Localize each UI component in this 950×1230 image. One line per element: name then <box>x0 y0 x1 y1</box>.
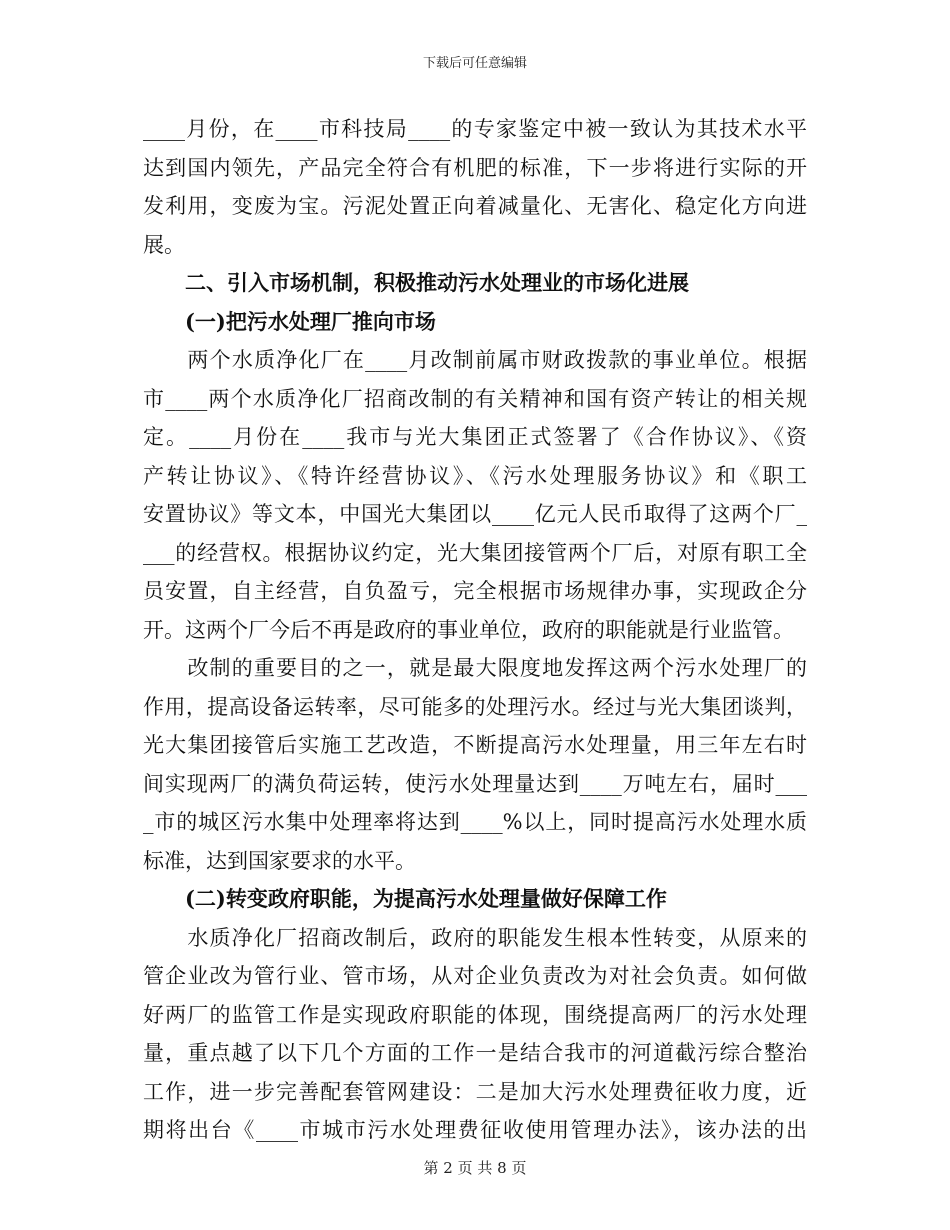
text-line: 定。____月份在____我市与光大集团正式签署了《合作协议》、《资 <box>143 425 807 449</box>
text-line: 两个水质净化厂在____月改制前属市财政拨款的事业单位。根据 <box>143 348 807 372</box>
text-line: 达到国内领先，产品完全符合有机肥的标准，下一步将进行实际的开 <box>143 155 807 180</box>
text-line: 量，重点越了以下几个方面的工作一是结合我市的河道截污综合整治 <box>143 1041 807 1065</box>
text-line: _市的城区污水集中处理率将达到____%以上，同时提高污水处理水质 <box>143 810 807 834</box>
text-line: 改制的重要目的之一，就是最大限度地发挥这两个污水处理厂的 <box>143 656 807 680</box>
text-line: ___的经营权。根据协议约定，光大集团接管两个厂后，对原有职工全 <box>143 540 807 565</box>
text-line: 间实现两厂的满负荷运转，使污水处理量达到____万吨左右，届时___ <box>143 771 807 796</box>
text-line: 展。 <box>143 232 185 257</box>
text-line: 开。这两个厂今后不再是政府的事业单位，政府的职能就是行业监管。 <box>143 617 794 642</box>
text-line: 作用，提高设备运转率，尽可能多的处理污水。经过与光大集团谈判， <box>143 694 807 719</box>
text-line: 标准，达到国家要求的水平。 <box>143 848 416 873</box>
page-header-note: 下载后可任意编辑 <box>422 56 527 71</box>
subsection-heading: (一)把污水处理厂推向市场 <box>143 308 436 334</box>
text-line: 水质净化厂招商改制后，政府的职能发生根本性转变，从原来的 <box>143 925 807 950</box>
text-line: 市____两个水质净化厂招商改制的有关精神和国有资产转让的相关规 <box>143 386 807 411</box>
text-line: 光大集团接管后实施工艺改造，不断提高污水处理量，用三年左右时 <box>143 733 807 757</box>
body-text <box>143 110 807 1150</box>
text-line: 管企业改为管行业、管市场，从对企业负责改为对社会负责。如何做 <box>143 964 807 988</box>
text-line: 发利用，变废为宝。污泥处置正向着减量化、无害化、稳定化方向进 <box>143 194 807 218</box>
text-line: 工作，进一步完善配套管网建设：二是加大污水处理费征收力度，近 <box>143 1079 807 1104</box>
text-line: ____月份，在____市科技局____的专家鉴定中被一致认为其技术水平 <box>143 117 807 141</box>
subsection-heading: (二)转变政府职能，为提高污水处理量做好保障工作 <box>143 886 667 911</box>
text-line: 产转让协议》、《特许经营协议》、《污水处理服务协议》和《职工 <box>143 463 807 488</box>
section-heading: 二、引入市场机制，积极推动污水处理业的市场化进展 <box>143 270 689 295</box>
text-line: 安置协议》等文本，中国光大集团以____亿元人民币取得了这两个厂_ <box>143 502 807 526</box>
text-line: 员安置，自主经营，自负盈亏，完全根据市场规律办事，实现政企分 <box>143 579 807 603</box>
text-line: 好两厂的监管工作是实现政府职能的体现，围绕提高两厂的污水处理 <box>143 1002 807 1027</box>
text-line: 期将出台《____市城市污水处理费征收使用管理办法》，该办法的出 <box>143 1118 807 1142</box>
page-number: 第 2 页 共 8 页 <box>423 1159 527 1177</box>
